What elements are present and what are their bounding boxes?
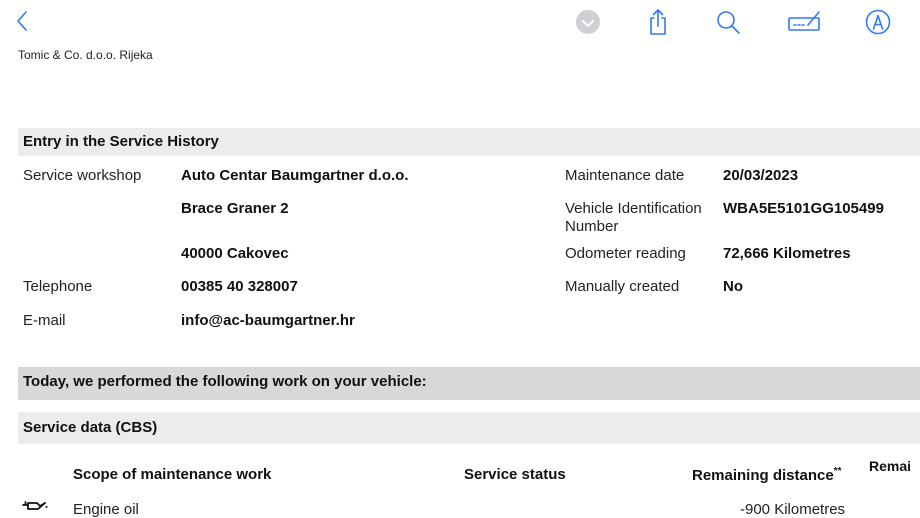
- annotate-icon: [786, 8, 826, 36]
- back-button[interactable]: [10, 6, 38, 36]
- engine-oil-icon: [21, 499, 49, 513]
- workshop-street: Brace Graner 2: [181, 200, 289, 217]
- share-button[interactable]: [642, 6, 674, 38]
- table-row: [18, 496, 920, 517]
- col-scope: Scope of maintenance work: [73, 466, 272, 483]
- workshop-label: Service workshop: [23, 167, 142, 184]
- vin-label-line1: Vehicle Identification: [565, 200, 702, 217]
- email-label: E-mail: [23, 312, 66, 329]
- odometer-value: 72,666 Kilometres: [723, 245, 851, 262]
- odometer-label: Odometer reading: [565, 245, 686, 262]
- service-data-title: Service data (CBS): [23, 419, 158, 436]
- annotate-button[interactable]: [786, 6, 826, 38]
- work-performed-header: [18, 367, 920, 400]
- chevron-left-icon: [10, 6, 38, 36]
- email-value: info@ac-baumgartner.hr: [181, 312, 355, 329]
- share-icon: [644, 7, 672, 37]
- service-history-header: [18, 128, 920, 156]
- company-name: Tomic & Co. d.o.o. Rijeka: [18, 48, 153, 62]
- col-remaining-distance-label: Remaining distance: [692, 467, 834, 484]
- maintenance-date-value: 20/03/2023: [723, 167, 799, 184]
- workshop-city: 40000 Cakovec: [181, 245, 289, 262]
- done-button[interactable]: [572, 6, 604, 38]
- maintenance-date-label: Maintenance date: [565, 167, 685, 184]
- workshop-name: Auto Centar Baumgartner d.o.o.: [181, 167, 409, 184]
- circle-check-icon: [574, 8, 602, 36]
- search-button[interactable]: [712, 6, 744, 38]
- manually-created-label: Manually created: [565, 278, 680, 295]
- remaining-distance-engine-oil: -900 Kilometres: [740, 501, 846, 518]
- work-performed-title: Today, we performed the following work on your vehicle:: [23, 373, 427, 390]
- manually-created-value: No: [723, 278, 743, 295]
- vin-label-line2: Number: [565, 218, 619, 235]
- search-icon: [714, 8, 742, 36]
- telephone-value: 00385 40 328007: [181, 278, 298, 295]
- markup-icon: [864, 8, 892, 36]
- vin-value: WBA5E5101GG105499: [723, 200, 884, 217]
- telephone-label: Telephone: [23, 278, 93, 295]
- section-title: Entry in the Service History: [23, 133, 219, 150]
- service-data-header: [18, 412, 920, 444]
- col-remaining-distance-mark: **: [833, 466, 842, 477]
- col-status: Service status: [464, 466, 566, 483]
- vin-label: [565, 200, 702, 236]
- col-remaining-distance: [692, 466, 842, 484]
- scope-engine-oil: Engine oil: [73, 501, 139, 518]
- col-remaining-cut: Remai: [869, 458, 912, 474]
- markup-button[interactable]: [862, 6, 894, 38]
